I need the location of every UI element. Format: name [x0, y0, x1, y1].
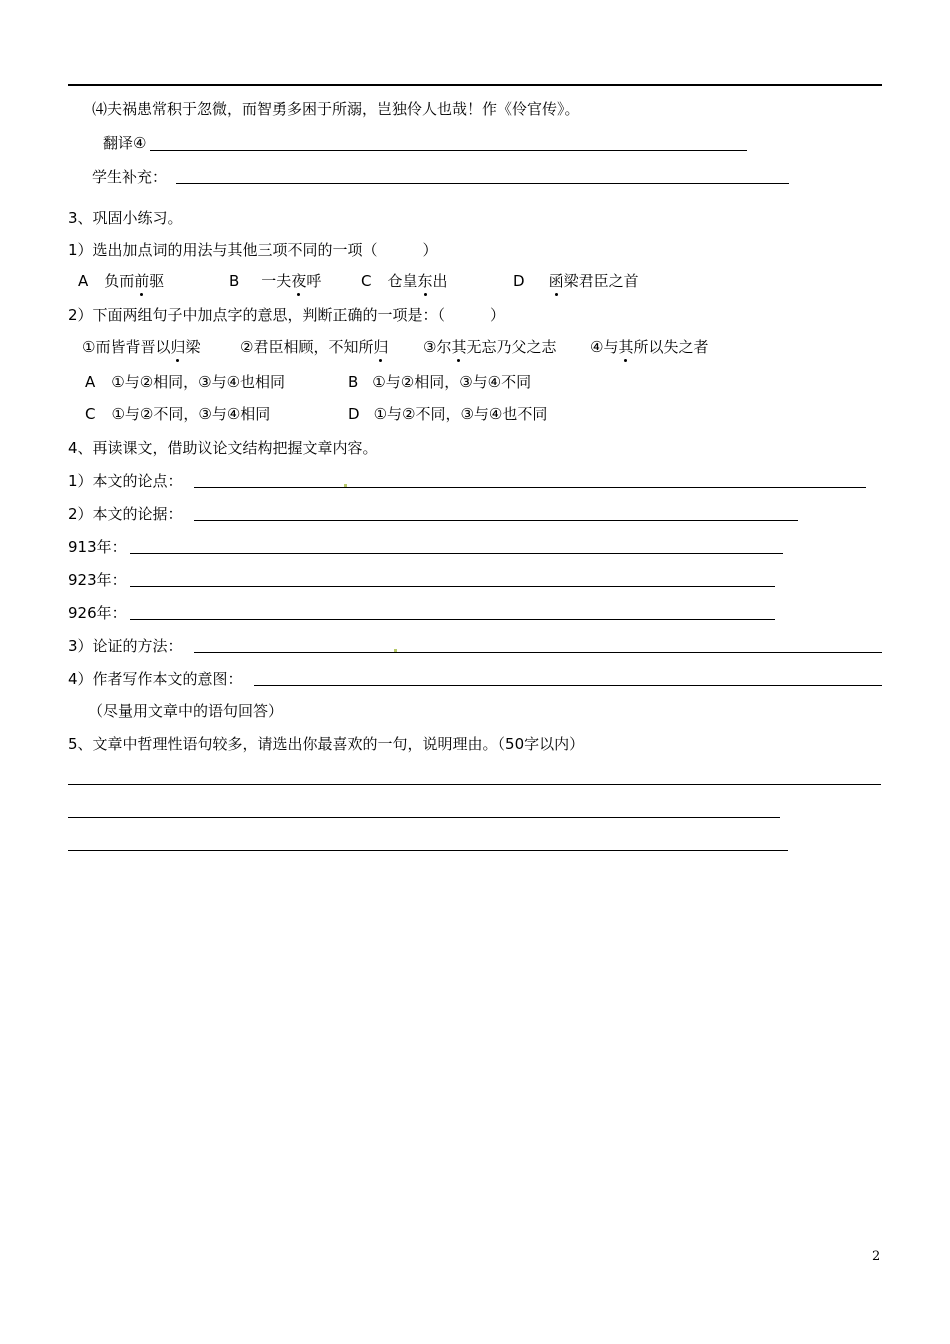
q5-heading: 5、文章中哲理性语句较多，请选出你最喜欢的一句，说明理由。（50字以内）: [68, 735, 585, 753]
scan-speck: [394, 649, 397, 652]
q3-p1-stem: 1）选出加点词的用法与其他三项不同的一项（ ）: [68, 241, 438, 259]
q4-year-913-line[interactable]: [130, 553, 783, 554]
dotted-char: 其: [618, 338, 634, 356]
q3-p2-option-d: D ①与②不同，③与④也不同: [348, 405, 548, 423]
option-letter: C: [361, 272, 372, 290]
student-supplement-label: 学生补充：: [92, 168, 168, 186]
q3-p1-option-b: B 一夫夜呼: [229, 272, 322, 290]
q4-evidence-label: 2）本文的论据：: [68, 505, 183, 523]
q3-heading: 3、巩固小练习。: [68, 209, 183, 227]
header-rule: [68, 84, 882, 86]
student-supplement-line[interactable]: [176, 183, 789, 184]
option-letter: D: [348, 405, 360, 423]
q4-year-923-label: 923年：: [68, 571, 127, 589]
q4-intent-line[interactable]: [254, 685, 882, 686]
scan-speck: [344, 484, 347, 487]
q5-answer-line-1[interactable]: [68, 784, 881, 785]
q4-thesis-line[interactable]: [194, 487, 866, 488]
dotted-char: 东: [417, 272, 433, 290]
option-letter: B: [229, 272, 240, 290]
q3-p2-sentence-1: ①而皆背晋以归梁: [82, 338, 201, 356]
dotted-char: 归: [170, 338, 186, 356]
q4-evidence-line[interactable]: [194, 520, 798, 521]
q3-p2-sentence-4: ④与其所以失之者: [590, 338, 709, 356]
q4-year-926-label: 926年：: [68, 604, 127, 622]
q3-p1-option-a: A 负而前驱: [78, 272, 165, 290]
dotted-char: 前: [134, 272, 150, 290]
dotted-char: 函: [548, 272, 564, 290]
q3-p1-option-c: C 仓皇东出: [361, 272, 448, 290]
q3-p2-option-b: B ①与②相同，③与④不同: [348, 373, 532, 391]
q3-p2-sentence-2: ②君臣相顾，不知所归: [240, 338, 389, 356]
option-letter: C: [85, 405, 96, 423]
q3-p1-option-d: D 函梁君臣之首: [513, 272, 639, 290]
translate-answer-line[interactable]: [150, 150, 747, 151]
q3-p2-option-c: C ①与②不同，③与④相同: [85, 405, 271, 423]
q3-p2-option-a: A ①与②相同，③与④也相同: [85, 373, 286, 391]
option-letter: D: [513, 272, 525, 290]
q4-method-line[interactable]: [194, 652, 882, 653]
q3-p2-stem: 2）下面两组句子中加点字的意思，判断正确的一项是：（ ）: [68, 306, 506, 324]
option-letter: A: [78, 272, 89, 290]
q3-p2-sentence-3: ③尔其无忘乃父之志: [423, 338, 557, 356]
q5-answer-line-3[interactable]: [68, 850, 788, 851]
dotted-char: 归: [373, 338, 389, 356]
q4-thesis-label: 1）本文的论点：: [68, 472, 183, 490]
q4-intent-label: 4）作者写作本文的意图：: [68, 670, 243, 688]
translate-label: 翻译④: [103, 134, 147, 152]
q5-answer-line-2[interactable]: [68, 817, 780, 818]
option-letter: A: [85, 373, 96, 391]
dotted-char: 其: [451, 338, 467, 356]
q4-year-913-label: 913年：: [68, 538, 127, 556]
q4-method-label: 3）论证的方法：: [68, 637, 183, 655]
page-number: 2: [872, 1249, 881, 1264]
q4-year-923-line[interactable]: [130, 586, 775, 587]
option-letter: B: [348, 373, 359, 391]
q4-note: （尽量用文章中的语句回答）: [88, 702, 284, 720]
q4-heading: 4、再读课文，借助议论文结构把握文章内容。: [68, 439, 378, 457]
q4-year-926-line[interactable]: [130, 619, 775, 620]
classical-sentence-4: ⑷夫祸患常积于忽微，而智勇多困于所溺，岂独伶人也哉！作《伶官传》。: [92, 100, 580, 118]
dotted-char: 夜: [291, 272, 307, 290]
